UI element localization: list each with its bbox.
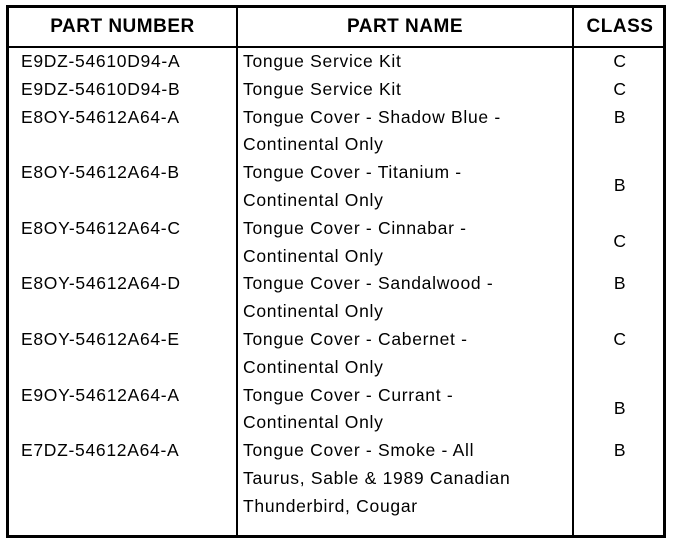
part-name-line: Continental Only xyxy=(243,134,384,155)
header-class: CLASS xyxy=(586,16,654,37)
part-number: E8OY-54612A64-D xyxy=(21,273,181,294)
part-name-line: Tongue Cover - Cinnabar - xyxy=(243,217,467,238)
part-number: E8OY-54612A64-A xyxy=(21,106,180,127)
header-part-number: PART NUMBER xyxy=(50,16,195,37)
part-name-line: Tongue Service Kit xyxy=(243,78,402,99)
part-number: E8OY-54612A64-C xyxy=(21,217,181,238)
part-name xyxy=(243,326,568,382)
table-row xyxy=(9,270,663,326)
part-number: E8OY-54612A64-B xyxy=(21,162,180,183)
part-name-line: Continental Only xyxy=(243,301,384,322)
table-body xyxy=(9,48,663,521)
part-name xyxy=(243,382,568,438)
part-name-line: Tongue Service Kit xyxy=(243,51,402,71)
part-name-line: Continental Only xyxy=(243,245,384,266)
part-class: C xyxy=(613,230,627,251)
part-number: E9DZ-54610D94-A xyxy=(21,51,181,71)
table-row xyxy=(9,326,663,382)
part-name-line: Tongue Cover - Smoke - All xyxy=(243,440,475,461)
part-class: B xyxy=(613,106,627,127)
part-number: E8OY-54612A64-E xyxy=(21,328,180,349)
part-name-line: Tongue Cover - Cabernet - xyxy=(243,328,468,349)
part-class: B xyxy=(613,397,627,418)
part-class: C xyxy=(613,328,627,349)
part-number: E9OY-54612A64-A xyxy=(21,384,180,405)
table-row xyxy=(9,159,663,215)
part-name xyxy=(243,48,568,76)
part-name-line: Tongue Cover - Shadow Blue - xyxy=(243,106,501,127)
table-row xyxy=(9,76,663,104)
part-name-line: Tongue Cover - Currant - xyxy=(243,384,454,405)
part-number: E9DZ-54610D94-B xyxy=(21,78,181,99)
part-name-line: Taurus, Sable & 1989 Canadian xyxy=(243,467,511,488)
part-name-line: Thunderbird, Cougar xyxy=(243,495,418,516)
part-name xyxy=(243,270,568,326)
table-row xyxy=(9,104,663,160)
part-name xyxy=(243,104,568,160)
part-name-line: Continental Only xyxy=(243,356,384,377)
part-name xyxy=(243,159,568,215)
parts-table xyxy=(6,5,666,538)
part-name xyxy=(243,437,568,520)
part-number: E7DZ-54612A64-A xyxy=(21,440,180,461)
part-class: B xyxy=(613,440,627,461)
part-name xyxy=(243,76,568,104)
part-name-line: Tongue Cover - Titanium - xyxy=(243,162,462,183)
part-class: C xyxy=(613,78,627,99)
part-class: C xyxy=(613,51,627,71)
part-name-line: Tongue Cover - Sandalwood - xyxy=(243,273,494,294)
part-class: B xyxy=(613,273,627,294)
table-row xyxy=(9,215,663,271)
table-row xyxy=(9,382,663,438)
part-name-line: Continental Only xyxy=(243,189,384,210)
part-class: B xyxy=(613,175,627,196)
part-name xyxy=(243,215,568,271)
header-part-name: PART NAME xyxy=(346,16,464,37)
table-row xyxy=(9,437,663,520)
table-row xyxy=(9,48,663,76)
part-name-line: Continental Only xyxy=(243,412,384,433)
